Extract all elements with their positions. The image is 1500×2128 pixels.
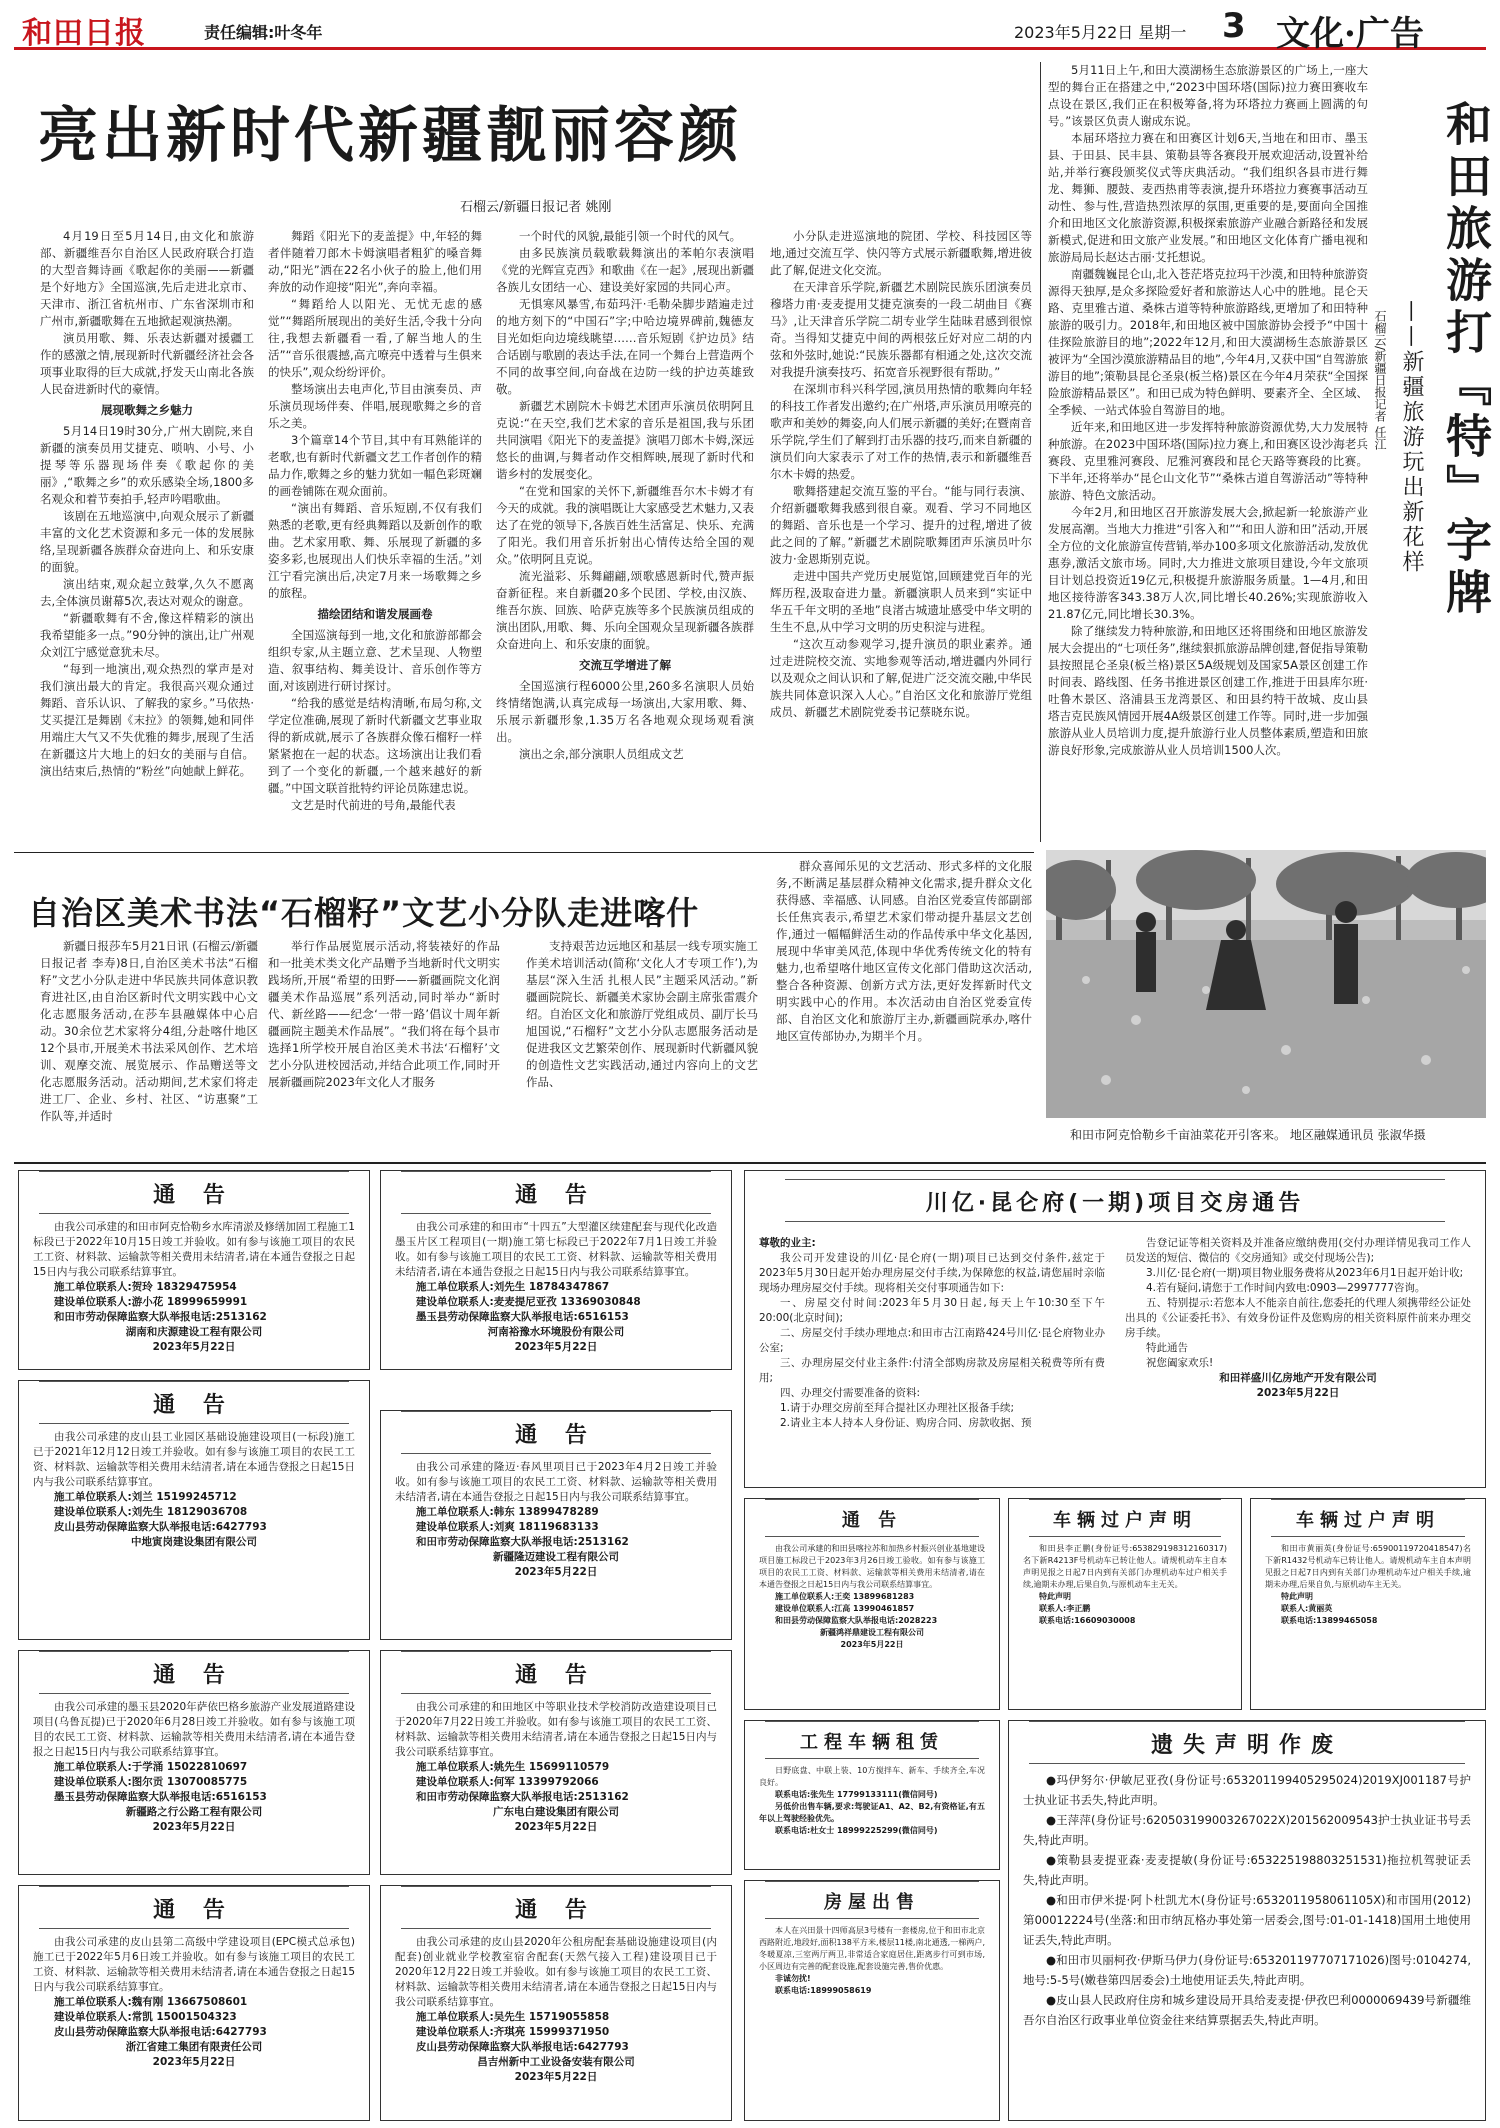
paragraph: “每到一地演出,观众热烈的掌声是对我们演出最大的肯定。我很高兴观众通过舞蹈、音乐认识、了解我的家乡。”马依热·艾买提江是舞剧《末拉》的领舞,她和同伴用端庄大气又不失优雅的舞步,展现了生活在新疆这片大地上的妇女的美丽与自信。演出结束后,热情的“粉丝”向她献上鲜花。	[40, 662, 254, 778]
notice-title: 通 告	[515, 1663, 597, 1688]
paragraph: 举行作品展览展示活动,将装裱好的作品和一批美术类文化产品赠予当地新时代文明实践场所,开展“希望的田野——新疆画院文化润疆美术作品巡展”系列活动,同时举办“新时代、新丝路——纪念‘一带一路’倡议十周年新疆画院主题美术作品展”。“我们将在每个县市选择1所学校开展自治区美术书法‘石榴籽’文艺小分队进校园活动,并结合此项工作,同时开展新疆画院2023年文化人才服务	[268, 939, 500, 1089]
notice-body: 和田县李正鹏(身份证号:653829198312160317)名下新R4213F号机动车已转让他人。请规机动车主自本声明见报之日起7日内到有关部门办理机动车过户相关手续,逾期未办理,后果自负,与原机动车主无关。	[1023, 1544, 1227, 1589]
notice-item: 四、办理交付需要准备的资料:	[780, 1387, 921, 1399]
notice-row: 建设单位联系人:麦麦提尼亚孜 13369030848	[416, 1296, 641, 1308]
lost-item: ●和田市伊米提·阿卜杜凯尤木(身份证号:6532011958061105X)和市国用(2012)第00012224号(坐落:和田市纳瓦格办事处第一居委会,图号:01-01-1418)国用土地使用证丢失,特此声明。	[1023, 1893, 1471, 1947]
tourism-article	[1048, 62, 1368, 842]
divider	[14, 852, 1034, 853]
paragraph: 除了继续发力特种旅游,和田地区还将围绕和田地区旅游发展大会提出的“七项任务”,继续狠抓旅游品牌创建,督促指导策勒县按照昆仑圣泉(板兰格)景区5A级规划及国家5A景区创建工作时间表、路线图、任务书推进景区创建工作,推进于田县库尔班·吐鲁木景区、洛浦县玉龙湾景区、和田县约特干故城、皮山县塔吉克民族风情园开展4A级景区创建工作等。同时,进一步加强旅游从业人员培训力度,提升旅游行业人员整体素质,塑造和田旅游良好形象,完成旅游从业人员培训1500人次。	[1048, 624, 1368, 757]
notice-row: 特此声明	[1039, 1592, 1071, 1601]
article-col-2	[268, 228, 482, 848]
notice-date: 2023年5月22日	[840, 1640, 904, 1649]
paragraph: 文艺是时代前进的号角,最能代表	[291, 798, 456, 812]
notice-body: 由我公司承建的皮山县工业园区基础设施建设项目(一标段)施工已于2021年12月12日竣工并验收。如有参与该施工项目的农民工工资、材料款、运输款等相关费用未结清者,请在本通告登报之日起15日内与我公司联系结算事宜。	[33, 1431, 355, 1488]
paragraph: 在天津音乐学院,新疆艺术剧院民族乐团演奏员穆塔力甫·麦麦提用艾捷克演奏的一段二胡曲目《赛马》,让天津音乐学院二胡专业学生陆昧君感到很惊奇。当得知艾捷克中间的两根弦丘好对应二胡的内弦和外弦时,她说:“民族乐器都有相通之处,这次交流对我提升演奏技巧、拓宽音乐视野很有帮助。”	[770, 280, 1032, 379]
notice-item: 一、房屋交付时间:2023年5月30日起,每天上午10:30至下午20:00(北京时间);	[759, 1297, 1105, 1324]
vehicle-rental-ad	[744, 1720, 1000, 1870]
notice-row: 和田县劳动保障监察大队举报电话:2028223	[775, 1616, 938, 1625]
notice-row: 建设单位联系人:游小花 18999659991	[54, 1296, 248, 1308]
notice-org: 浙江省建工集团有限责任公司	[125, 2041, 263, 2053]
notice-org: 广东电白建设集团有限公司	[493, 1806, 619, 1818]
second-col-4	[776, 858, 1032, 1148]
notice-row: 施工单位联系人:姚先生 15699110579	[416, 1761, 610, 1773]
paragraph: 群众喜闻乐见的文艺活动、形式多样的文化服务,不断满足基层群众精神文化需求,提升群众文化获得感、幸福感、认同感。自治区党委宣传部副部长任焦宾表示,希望艺术家们带动提升基层文艺创作,通过一幅幅鲜活生动的作品传承中华文化基因,展现中华审美风范,体现中华优秀传统文化的特有魅力,也希望喀什地区宣传文化部门借助这次活动,整合各种资源、创新方式方法,更好发挥新时代文明实践中心的作用。本次活动由自治区党委宣传部、自治区文化和旅游厅主办,新疆画院承办,喀什地区宣传部协办,为期半个月。	[776, 859, 1032, 1043]
notice-item: 五、特别提示:若您本人不能亲自前往,您委托的代理人须携带经公证处出具的《公证委托书》、有效身份证件及您购房的相关资料原件前来办理交房手续。	[1125, 1297, 1471, 1339]
main-byline: 石榴云/新疆日报记者 姚刚	[460, 200, 612, 215]
lost-item: ●皮山县人民政府住房和城乡建设局开具给麦麦提·伊孜巴利0000069439号新疆维吾尔自治区行政事业单位资金往来结算票据丢失,特此声明。	[1023, 1993, 1471, 2027]
notice-org: 新疆隆迈建设工程有限公司	[493, 1551, 619, 1563]
notice-4	[380, 1410, 732, 1640]
notice-row: 联系电话:杜女士 18999225299(微信同号)	[775, 1826, 938, 1835]
notice-row: 皮山县劳动保障监察大队举报电话:6427793	[54, 2026, 267, 2038]
notice-row: 建设单位联系人:图尔贡 13070085775	[54, 1776, 248, 1788]
paragraph: 5月11日上午,和田大漠湖杨生态旅游景区的广场上,一座大型的舞台正在搭建之中,“2023中国环塔(国际)拉力赛田赛收车点设在景区,我们正在积极筹备,将为环塔拉力赛画上圆满的句号。”该景区负责人谢成东说。	[1048, 63, 1368, 128]
notice-row: 联系人:李正鹏	[1039, 1604, 1091, 1613]
notice-org: 中地寅岗建设集团有限公司	[131, 1536, 257, 1548]
second-headline: 自治区美术书法“石榴籽”文艺小分队走进喀什	[28, 894, 700, 932]
paragraph: “这次互动参观学习,提升演员的职业素养。通过走进院校交流、实地参观等活动,增进疆内外同行以及观众之间认识和了解,促进广泛交流交融,中华民族共同体意识深入人心。”自治区文化和旅游厅党组成员、新疆艺术剧院党委书记蔡晓东说。	[770, 637, 1032, 719]
notice-date: 2023年5月22日	[152, 1821, 236, 1833]
paragraph: 新疆艺术剧院木卡姆艺术团声乐演员依明阿且克说:“在天空,我们艺术家的音乐是祖国,我与乐团共同演唱《阳光下的麦盖提》演唱刀郎木卡姆,深远悠长的曲调,与舞者动作交相辉映,展现了新时代和谐乡村的发展变化。	[496, 399, 754, 481]
notice-date: 2023年5月22日	[152, 2056, 236, 2068]
notice-row: 施工单位联系人:王奕 13899681283	[775, 1592, 915, 1601]
notice-org: 湖南和庆源建设工程有限公司	[125, 1326, 263, 1338]
notice-title: 遗失声明作废	[1150, 1733, 1343, 1758]
paragraph: “给我的感觉是结构清晰,布局匀称,文学定位准确,展现了新时代新疆文艺事业取得的新成就,展示了各族群众像石榴籽一样紧紧抱在一起的状态。这场演出让我们看到了一个变化的新疆,一个越来越好的新疆。”中国文联首批特约评论员陈建忠说。	[268, 696, 482, 795]
main-headline: 亮出新时代新疆靓丽容颜	[38, 101, 742, 171]
notice-body: 由我公司承建的和田市“十四五”大型灌区续建配套与现代化改造墨玉片区工程项目(一期)施工第七标段已于2022年7月1日竣工并验收。如有参与该施工项目的农民工工资、材料款、运输款等相关费用未结清者,请在本通告登报之日起15日内与我公司联系结算事宜。	[395, 1221, 717, 1278]
paragraph: 舞蹈《阳光下的麦盖提》中,年轻的舞者伴随着刀郎木卡姆演唱者粗犷的嗓音舞动,“阳光”洒在22名小伙子的脸上,他们用奔放的动作迎接“阳光”,奔向幸福。	[268, 229, 482, 294]
notice-3	[18, 1380, 370, 1640]
lost-item: ●王萍萍(身份证号:620503199003267022X)201562009543护士执业证书号丢失,特此声明。	[1023, 1813, 1471, 1847]
paragraph: 在深圳市科兴科学园,演员用热情的歌舞向年轻的科技工作者发出邀约;在广州塔,声乐演员用嘹亮的歌声和美妙的舞姿,向人们展示新疆的美好;在暨南音乐学院,学生们了解到打击乐器的技巧,而来自新疆的演员们向大家表示了对工作的热情,表示和新疆维吾尔木卡姆的热爱。	[770, 382, 1032, 481]
section-name: 文化·广告	[1276, 14, 1424, 54]
notice-item: 3.川亿·昆仑府(一期)项目物业服务费将从2023年6月1日起开始计收;	[1146, 1267, 1464, 1279]
article-col-3	[496, 228, 754, 848]
notice-row: 施工单位联系人:贺玲 18329475954	[54, 1281, 237, 1293]
notice-body: 由我公司承建的和田地区中等职业技术学校消防改造建设项目已于2020年7月22日竣工并验收。如有参与该施工项目的农民工工资、材料款、运输款等相关费用未结清者,请在本通告登报之日起15日内与我公司联系结算事宜。	[395, 1701, 717, 1758]
notice-7	[18, 1885, 370, 2121]
notice-5	[18, 1650, 370, 1875]
lost-item: ●和田市贝丽柯孜·伊斯马伊力(身份证号:653201197707171026)图号:0104274,地号:5-5号(嫩巷第四居委会)土地使用证丢失,特此声明。	[1023, 1953, 1471, 1987]
notice-row: 特此声明	[1281, 1592, 1313, 1601]
notice-row: 施工单位联系人:魏有刚 13667508601	[54, 1996, 248, 2008]
notice-title: 车辆过户声明	[1296, 1510, 1440, 1531]
notice-row: 建设单位联系人:刘先生 18129036708	[54, 1506, 248, 1518]
notice-item: 三、办理房屋交付业主条件:付清全部购房款及房屋相关税费等所有费用;	[759, 1357, 1105, 1384]
notice-row: 墨玉县劳动保障监察大队举报电话:6516153	[54, 1791, 267, 1803]
notice-item: 二、房屋交付手续办理地点:和田市古江南路424号川亿·昆仑府物业办公室;	[759, 1327, 1105, 1354]
editor-line: 责任编辑:叶冬年	[204, 23, 323, 42]
notice-6	[380, 1650, 732, 1875]
notice-body: 和田市黄丽英(身份证号:65900119720418547)名下新R1432号机动车已转让他人。请规机动车主自本声明见报之日起7日内到有关部门办理机动车过户相关手续,逾期未办理,后果自负,与原机动车主无关。	[1265, 1544, 1471, 1589]
paragraph: 近年来,和田地区进一步发挥特种旅游资源优势,大力发展特种旅游。在2023中国环塔(国际)拉力赛上,和田赛区设沙海老兵赛段、克里雅河赛段、尼雅河赛段和昆仑天路等赛段的比赛。下半年,还将举办“昆仑山文化节”“桑株古道自驾游活动”等特种旅游、特色文旅活动。	[1048, 420, 1368, 502]
notice-body: 由我公司承建的墨玉县2020年萨依巴格乡旅游产业发展道路建设项目(乌鲁瓦提)已于2020年6月28日竣工并验收。如有参与该施工项目的农民工工资、材料款、运输款等相关费用未结清者,请在本通告登报之日起15日内与我公司联系结算事宜。	[33, 1701, 355, 1758]
paragraph: 走进中国共产党历史展览馆,回顾建党百年的光辉历程,汲取奋进力量。新疆演职人员来到“实证中华五千年文明的圣地”良渚古城遗址感受中华文明的生生不息,从中学习文明的历史积淀与进程。	[770, 569, 1032, 634]
paragraph: 全国巡演行程6000公里,260多名演职人员始终情绪饱满,认真完成每一场演出,大家用歌、舞、乐展示新疆形象,1.35万名各地观众现场观看演出。	[496, 679, 754, 744]
notice-row: 皮山县劳动保障监察大队举报电话:6427793	[416, 2041, 629, 2053]
lost-notice	[1008, 1720, 1486, 2121]
tourism-headline: 和田旅游打『特』字牌	[1439, 100, 1493, 620]
notice-title: 通 告	[153, 1898, 235, 1923]
notice-row: 联系人:黄丽英	[1281, 1604, 1333, 1613]
notice-salutation: 尊敬的业主:	[759, 1237, 816, 1249]
notice-title: 通 告	[515, 1183, 597, 1208]
notice-title: 工程车辆租赁	[800, 1732, 944, 1753]
paragraph: “新疆歌舞有不舍,像这样精彩的演出我希望能多一点。”90分钟的演出,让广州观众刘江宁感觉意犹未尽。	[40, 611, 254, 659]
paragraph: 小分队走进巡演地的院团、学校、科技园区等地,通过交流互学、快闪等方式展示新疆歌舞,增进彼此了解,促进文化交流。	[770, 229, 1032, 277]
notice-org: 新疆路之行公路工程有限公司	[125, 1806, 263, 1818]
notice-item: 告登记证等相关资料及并准备应缴纳费用(交付办理详情见我司工作人员发送的短信、微信的《交房通知》或交付现场公告);	[1125, 1237, 1471, 1264]
notice-row: 建设单位联系人:何军 13399792066	[416, 1776, 599, 1788]
subheading: 描绘团结和谐发展画卷	[317, 607, 433, 621]
notice-body: 我公司开发建设的川亿·昆仑府(一期)项目已达到交付条件,兹定于2023年5月30日起开始办理房屋交付手续,为保障您的权益,请您届时亲临现场办理房屋交付手续。现将相关交付事项通告如下:	[759, 1252, 1105, 1294]
notice-item: 祝您阖家欢乐!	[1146, 1357, 1214, 1369]
notice-org: 和田祥盛川亿房地产开发有限公司	[1219, 1372, 1377, 1384]
vehicle-transfer-1	[1008, 1498, 1242, 1710]
notice-org: 昌吉州新中工业设备安装有限公司	[477, 2056, 635, 2068]
notice-org: 新疆鸿祥鼎建设工程有限公司	[820, 1628, 924, 1637]
article-col-4	[770, 228, 1032, 848]
notice-body: 由我公司承建的皮山县第二高级中学建设项目(EPC模式总承包)施工已于2022年5月6日竣工并验收。如有参与该施工项目的农民工工资、材料款、运输款等相关费用未结清者,请在本通告登报之日起15日内与我公司联系结算事宜。	[33, 1936, 355, 1993]
masthead	[14, 6, 1486, 54]
notice-date: 2023年5月22日	[514, 1566, 598, 1578]
notice-row: 施工单位联系人:韩东 13899478289	[416, 1506, 599, 1518]
paragraph: “在党和国家的关怀下,新疆维吾尔木卡姆才有今天的成就。我的演唱既让大家感受艺术魅力,又表达了在党的领导下,各族百姓生活富足、快乐、充满了阳光。我们用音乐折射出心情传达给全国的观众。”依明阿且克说。	[496, 484, 754, 566]
notice-row: 施工单位联系人:于学涌 15022810697	[54, 1761, 248, 1773]
newspaper-logo: 和田日报	[22, 16, 146, 51]
notice-title: 通 告	[841, 1510, 903, 1531]
notice-row: 联系电话:18999058619	[775, 1986, 872, 1995]
paragraph: 全国巡演每到一地,文化和旅游部都会组织专家,从主题立意、艺术呈现、人物塑造、叙事结构、舞美设计、音乐创作等方面,对该剧进行研讨探讨。	[268, 628, 482, 693]
notice-date: 2023年5月22日	[1256, 1387, 1340, 1399]
paragraph: 本届环塔拉力赛在和田赛区计划6天,当地在和田市、墨玉县、于田县、民丰县、策勒县等各赛段开展欢迎活动,设置补给站,并举行赛段颁奖仪式等庆典活动。“我们组织各县市进行舞龙、舞狮、腰鼓、麦西热甫等表演,提升环塔拉力赛赛事活动互动性、参与性,营造热烈浓厚的氛围,更重要的是,要面向全国推介和田地区文化旅游资源,积极探索旅游产业融合新路径和发展新模式,促进和田文旅产业发展。”和田地区文化体育广播电视和旅游局局长赵达古丽·艾托想说。	[1048, 131, 1368, 264]
notice-title: 川亿·昆仑府(一期)项目交房通告	[925, 1191, 1305, 1216]
paragraph: 歌舞搭建起交流互鉴的平台。“能与同行表演、介绍新疆歌舞我感到很自豪。观看、学习不同地区的舞蹈、音乐也是一个学习、提升的过程,增进了彼此之间的了解。”新疆艺术剧院歌舞团声乐演员叶尔波力·金恩斯别克说。	[770, 484, 1032, 566]
vehicle-transfer-2	[1250, 1498, 1486, 1710]
notice-row: 建设单位联系人:齐琪亮 15999371950	[416, 2026, 610, 2038]
photo-rapeseed-field	[1046, 850, 1486, 1118]
notice-title: 车辆过户声明	[1053, 1510, 1197, 1531]
paragraph: 4月19日至5月14日,由文化和旅游部、新疆维吾尔自治区人民政府联合打造的大型音舞诗画《歌起你的美丽——新疆是个好地方》全国巡演,先后走进北京市、天津市、浙江省杭州市、广东省深圳市和广州市,新疆歌舞在五地掀起观演热潮。	[40, 229, 254, 328]
notice-row: 联系电话:13899465058	[1281, 1616, 1378, 1625]
paragraph: 该剧在五地巡演中,向观众展示了新疆丰富的文化艺术资源和多元一体的发展脉络,呈现新疆各族群众奋进向上、和乐安康的面貌。	[40, 509, 254, 574]
paragraph: 演出结束,观众起立鼓掌,久久不愿离去,全体演员谢幕5次,表达对观众的谢意。	[40, 577, 254, 608]
tourism-byline: 石榴云/新疆日报记者 任江	[1373, 310, 1387, 450]
notice-row: 墨玉县劳动保障监察大队举报电话:6516153	[416, 1311, 629, 1323]
house-sale-ad	[744, 1880, 1000, 2121]
notice-1	[18, 1170, 370, 1370]
second-col-1	[40, 938, 258, 1148]
photo-caption: 和田市阿克恰勒乡千亩油菜花开引客来。 地区融媒通讯员 张淑华摄	[1070, 1128, 1426, 1142]
notice-body: 由我公司承建的皮山县2020年公租房配套基础设施建设项目(内配套)创业就业学校教室宿舍配套(天然气接入工程)建设项目已于2020年12月22日竣工并验收。如有参与该施工项目的农民工工资、材料款、运输款等相关费用未结清者,请在本通告登报之日起15日内与我公司联系结算事宜。	[395, 1936, 717, 2008]
paragraph: “演出有舞蹈、音乐短剧,不仅有我们熟悉的老歌,更有经典舞蹈以及新创作的歌曲。艺术家用歌、舞、乐展现了新疆的多姿多彩,也展现出人们快乐幸福的生活。”刘江宁看完演出后,决定7月来一场歌舞之乡的旅程。	[268, 501, 482, 600]
notice-row: 施工单位联系人:刘先生 18784347867	[416, 1281, 610, 1293]
lost-item: ●玛伊努尔·伊敏尼亚孜(身份证号:653201199405295024)2019XJ001187号护士执业证书丢失,特此声明。	[1023, 1773, 1471, 1807]
paragraph: 支持艰苦边远地区和基层一线专项实施工作美术培训活动(简称‘文化人才专项工作’),为基层“深入生活 扎根人民”主题采风活动。”新疆画院院长、新疆美术家协会副主席张雷震介绍。自治区文化和旅游厅党组成员、副厅长马旭国说,“石榴籽”文艺小分队志愿服务活动是促进我区文艺繁荣创作、展现新时代新疆风貌的创造性文艺实践活动,通过内容向上的文艺作品、	[526, 939, 758, 1089]
divider	[14, 1162, 1486, 1164]
notice-body: 由我公司承建的隆迈·春风里项目已于2023年4月2日竣工并验收。如有参与该施工项目的农民工工资、材料款、运输款等相关费用未结清者,请在本通告登报之日起15日内与我公司联系结算事宜。	[395, 1461, 717, 1503]
house-delivery-notice	[744, 1170, 1486, 1488]
paragraph: 南疆魏巍昆仑山,北入苍茫塔克拉玛干沙漠,和田特种旅游资源得天独厚,是众多探险爱好者和旅游达人心中的胜地。昆仑天路、克里雅古道、桑株古道等特种旅游路线,更增加了和田特种旅游的吸引力。2018年,和田地区被中国旅游协会授予“中国十佳探险旅游目的地”;2022年12月,和田大漠湖杨生态旅游景区被评为“全国沙漠旅游精品目的地”,今年4月,又获中国“自驾游旅游目的地”;策勒县昆仑圣泉(板兰格)景区在今年4月荣获“全国探险旅游精品景区”。和田已成为特色鲜明、要素齐全、全区域、全季候、一站式体验自驾游目的地。	[1048, 267, 1368, 417]
notice-row: 建设单位联系人:刘爽 18119683133	[416, 1521, 599, 1533]
paragraph: 演员用歌、舞、乐表达新疆对援疆工作的感激之情,展现新时代新疆经济社会各项事业取得的巨大成就,抒发天山南北各族人民奋进新时代的豪情。	[40, 331, 254, 396]
paragraph: 今年2月,和田地区召开旅游发展大会,掀起新一轮旅游产业发展高潮。当地大力推进“引客入和”“和田人游和田”活动,开展全方位的文化旅游宣传营销,举办100多项文化旅游活动,发放优惠券,激活文旅市场。同时,大力推进文旅项目建设,今年文旅项目计划总投资近19亿元,积极提升旅游服务质量。1—4月,和田地区接待游客343.38万人次,同比增长40.26%;实现旅游收入21.87亿元,同比增长30.3%。	[1048, 505, 1368, 621]
paragraph: 由多民族演员载歌载舞演出的苯帕尔表演唱《党的光辉宣克西》和歌曲《在一起》,展现出新疆各族儿女团结一心、建设美好家园的共同心声。	[496, 246, 754, 294]
second-col-3	[526, 938, 758, 1148]
paragraph: “舞蹈给人以阳光、无忧无虑的感觉”“舞蹈所展现出的美好生活,令我十分向往,我想去新疆看一看,了解当地人的生活”“音乐很震撼,高亢嘹亮中透着与生俱来的快乐”,观众纷纷评价。	[268, 297, 482, 379]
notice-title: 通 告	[153, 1183, 235, 1208]
column-divider	[1040, 62, 1041, 842]
notice-title: 通 告	[515, 1423, 597, 1448]
subheading: 交流互学增进了解	[579, 658, 671, 672]
tourism-subheadline: ——新疆旅游玩出新花样	[1399, 300, 1424, 575]
notice-item: 2.请业主本人持本人身份证、购房合同、房款收据、预	[780, 1417, 1032, 1429]
notice-title: 通 告	[153, 1663, 235, 1688]
notice-org: 河南裕豫水环境股份有限公司	[487, 1326, 625, 1338]
subheading: 展现歌舞之乡魅力	[101, 403, 193, 417]
lost-item: ●策勒县麦提亚森·麦麦提敏(身份证号:653225198803251531)拖拉机驾驶证丢失,特此声明。	[1023, 1853, 1471, 1887]
notice-body: 由我公司承建的和田市阿克恰勒乡水库清淤及修缮加固工程施工1标段已于2022年10月15日竣工并验收。如有参与该施工项目的农民工工资、材料款、运输款等相关费用未结清者,请在本通告登报之日起15日内与我公司联系结算事宜。	[33, 1221, 355, 1278]
notice-title: 通 告	[153, 1393, 235, 1418]
paragraph: 整场演出去电声化,节目由演奏员、声乐演员现场伴奏、伴唱,展现歌舞之乡的音乐之美。	[268, 382, 482, 430]
notice-row: 建设单位联系人:常凯 15001504323	[54, 2011, 237, 2023]
notice-8	[380, 1885, 732, 2121]
notice-row: 施工单位联系人:刘兰 15199245712	[54, 1491, 237, 1503]
notice-2	[380, 1170, 732, 1370]
paragraph: 新疆日报莎车5月21日讯 (石榴云/新疆日报记者 李寿)8日,自治区美术书法“石榴籽”文艺小分队走进中华民族共同体意识教育进社区,由自治区新时代文明实践中心文化志愿服务活动,在莎车县融媒体中心启动。30余位艺术家将分4组,分赴喀什地区12个县市,开展美术书法采风创作、艺术培训、观摩交流、展览展示、作品赠送等文化志愿服务活动。活动期间,艺术家们将走进工厂、企业、乡村、社区、“访惠聚”工作队等,并适时	[40, 939, 258, 1123]
paragraph: 演出之余,部分演职人员组成文艺	[519, 747, 684, 761]
notice-row: 联系电话:16609030008	[1039, 1616, 1136, 1625]
notice-date: 2023年5月22日	[152, 1341, 236, 1353]
notice-body: 日野底盘、中联上装、10方搅拌车、新车、手续齐全,车况良好。	[759, 1766, 985, 1787]
notice-row: 和田市劳动保障监察大队举报电话:2513162	[416, 1536, 629, 1548]
notice-row: 和田市劳动保障监察大队举报电话:2513162	[416, 1791, 629, 1803]
second-col-2	[268, 938, 500, 1148]
notice-row: 联系电话:张先生 17799133111(微信同号)	[775, 1790, 938, 1799]
notice-body: 本人在兴田景十四师高层3号楼有一套楼房,位于和田市北京西路附近,地段好,面积138平方米,楼层11楼,南北通透,一梯两户,冬暖夏凉,三室两厅两卫,非常适合家庭居住,距离步行可到市场,小区周边有完善的配套设施,配套设施完善,售价优惠。	[759, 1926, 985, 1971]
notice-item: 4.若有疑问,请您于工作时间内致电:0903—2997777咨询。	[1146, 1282, 1426, 1294]
notice-row: 非诚勿扰!	[775, 1974, 811, 1983]
notice-date: 2023年5月22日	[514, 1821, 598, 1833]
issue-date: 2023年5月22日 星期一	[1014, 23, 1187, 42]
paragraph: 5月14日19时30分,广州大剧院,来自新疆的演奏员用艾捷克、唢呐、小号、小提琴等乐器现场伴奏《歌起你的美丽》,“歌舞之乡”的欢乐感染全场,1800多名观众和着节奏拍手,轻声吟唱歌曲。	[40, 424, 254, 506]
photo-illustration	[1046, 850, 1486, 1118]
notice-date: 2023年5月22日	[514, 1341, 598, 1353]
article-col-1	[40, 228, 254, 848]
notice-body: 由我公司承建的和田县喀拉苏和加热乡村振兴创业基地建设项目施工标段已于2023年3月26日竣工验收。如有参与该施工项目的农民工工资、材料款、运输款等相关费用未结清者,请在本通告登报之日起15日内与我公司联系结算事宜。	[759, 1544, 985, 1589]
notice-row: 建设单位联系人:江高 13990461857	[775, 1604, 915, 1613]
notice-row: 另低价出售车辆,要求:驾驶证A1、A2、B2,有资格证,有五年以上驾驶经验优先。	[759, 1802, 985, 1823]
notice-row: 皮山县劳动保障监察大队举报电话:6427793	[54, 1521, 267, 1533]
notice-date: 2023年5月22日	[514, 2071, 598, 2083]
notice-9	[744, 1498, 1000, 1710]
notice-title: 通 告	[515, 1898, 597, 1923]
paragraph: 流光溢彩、乐舞翩翩,颂歌感恩新时代,赞声振奋新征程。来自新疆20多个民团、学校,由汉族、维吾尔族、回族、哈萨克族等多个民族演员组成的演出团队,用歌、舞、乐向全国观众呈现新疆各族群众奋进向上、和乐安康的面貌。	[496, 569, 754, 651]
paragraph: 一个时代的风貌,最能引领一个时代的风气。	[519, 229, 742, 243]
notice-row: 和田市劳动保障监察大队举报电话:2513162	[54, 1311, 267, 1323]
notice-item: 特此通告	[1146, 1342, 1188, 1354]
page-number: 3	[1222, 6, 1246, 46]
notice-item: 1.请于办理交房前至拜合提社区办理社区报备手续;	[780, 1402, 1015, 1414]
notice-row: 施工单位联系人:吴先生 15719055858	[416, 2011, 610, 2023]
paragraph: 无惧寒风暴雪,布茹玛汗·毛勒朵脚步踏遍走过的地方刻下的“中国石”字;中哈边境界碑前,魏德友目光如炬向边境线眺望……音乐短剧《护边员》结合话剧与歌剧的表达手法,在同一个舞台上营造两个不同的故事空间,向奋战在边防一线的护边英雄致敬。	[496, 297, 754, 396]
notice-title: 房屋出售	[824, 1892, 920, 1913]
paragraph: 3个篇章14个节目,其中有耳熟能详的老歌,也有新时代新疆文艺工作者创作的精品力作,歌舞之乡的魅力犹如一幅色彩斑斓的画卷铺陈在观众面前。	[268, 433, 482, 498]
